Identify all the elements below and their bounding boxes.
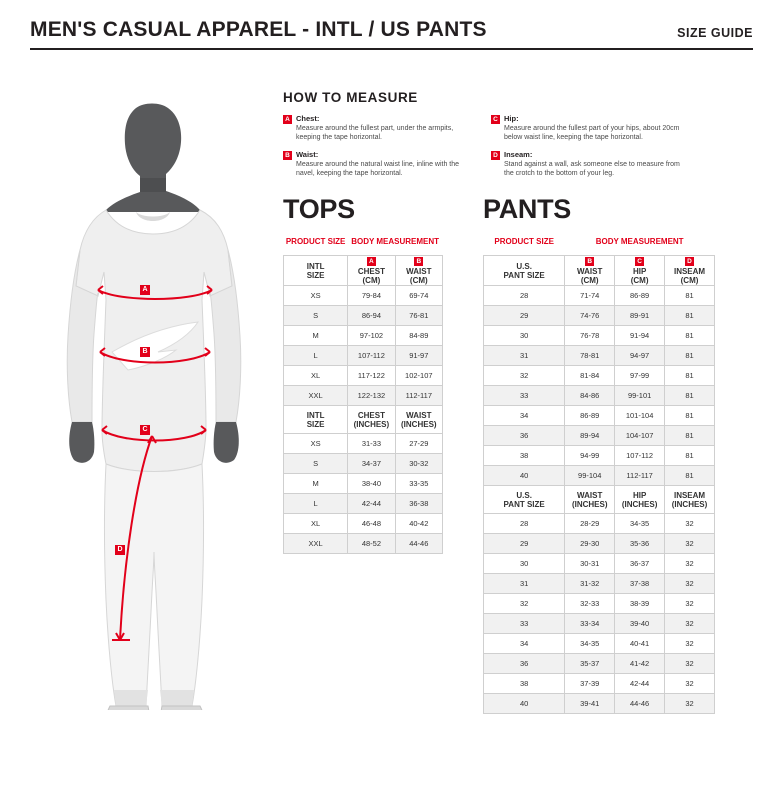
pants-in-cell: 34 [484,634,565,654]
pants-in-cell: 28-29 [565,514,615,534]
how-to-item-waist [283,150,473,179]
pants-in-cell: 34-35 [615,514,665,534]
tops-cm-cell: L [284,346,348,366]
table-row [284,326,443,346]
table-row [284,454,443,474]
table-row [484,446,715,466]
tops-in-cell: S [284,454,348,474]
pants-cm-cell: 38 [484,446,565,466]
pants-cm-cell: 86-89 [615,286,665,306]
page-title: MEN'S CASUAL APPAREL - INTL / US PANTS [30,18,487,41]
page-header [30,18,753,42]
table-row [284,474,443,494]
tops-cm-cell: 117-122 [348,366,395,386]
pants-in-cell: 32 [665,574,715,594]
tops-in-cell: 48-52 [348,534,395,554]
tops-cm-cell: 69-74 [395,286,442,306]
how-to-item-chest [283,114,473,143]
table-row [484,594,715,614]
pants-in-cell: 38 [484,674,565,694]
table-row [484,614,715,634]
pants-cm-cell: 112-117 [615,466,665,486]
badge-b-icon: B [283,151,292,160]
badge-c-icon: C [491,115,500,124]
tops-in-colhead-2: WAIST (INCHES) [395,406,442,434]
pants-cm-cell: 78-81 [565,346,615,366]
pants-cm-cell: 81-84 [565,366,615,386]
tops-title: TOPS [283,194,355,224]
pants-table [483,229,715,714]
pants-in-cell: 31-32 [565,574,615,594]
tops-table-block [283,196,443,554]
pants-in-cell: 32 [665,594,715,614]
tops-cm-cell: 107-112 [348,346,395,366]
header-divider [30,48,753,50]
pants-cm-cell: 91-94 [615,326,665,346]
how-to-item-label: Hip: [504,114,519,123]
pants-header-product-size: PRODUCT SIZE [494,237,554,247]
tops-header-body-measurement: BODY MEASUREMENT [351,237,440,247]
pants-in-cell: 38-39 [615,594,665,614]
pants-cm-cell: 81 [665,426,715,446]
pants-cm-cell: 94-97 [615,346,665,366]
table-row [484,654,715,674]
pants-cm-cell: 81 [665,326,715,346]
pants-cm-cell: 84-86 [565,386,615,406]
pants-title: PANTS [483,194,572,224]
tops-in-cell: 33-35 [395,474,442,494]
hdr-letter-c-icon: C [635,257,644,266]
tops-in-cell: 46-48 [348,514,395,534]
pants-in-cell: 32 [665,634,715,654]
pants-in-colhead-3: INSEAM (INCHES) [665,486,715,514]
pants-in-cell: 36-37 [615,554,665,574]
tops-cm-cell: 102-107 [395,366,442,386]
pants-cm-cell: 94-99 [565,446,615,466]
tops-in-cell: XS [284,434,348,454]
table-row [284,434,443,454]
table-row [484,554,715,574]
table-row [484,514,715,534]
tops-cm-cell: XL [284,366,348,386]
tops-cm-cell: M [284,326,348,346]
table-row [484,426,715,446]
how-to-measure-column-right [491,114,681,186]
how-to-measure-column-left [283,114,473,186]
pants-cm-cell: 31 [484,346,565,366]
pants-in-cell: 29-30 [565,534,615,554]
pants-cm-cell: 97-99 [615,366,665,386]
pants-in-cell: 36 [484,654,565,674]
pants-in-cell: 42-44 [615,674,665,694]
pants-in-cell: 35-37 [565,654,615,674]
pants-in-cell: 32 [665,514,715,534]
tops-cm-cell: 76-81 [395,306,442,326]
pants-table-block [483,196,715,714]
figure-label-c: C [140,425,150,435]
how-to-item-text: Measure around the fullest part of your hips, about 20cm below waist line, keeping the tape horizontal. [504,125,680,142]
table-row [284,514,443,534]
how-to-item-hip [491,114,681,143]
tops-in-cell: 38-40 [348,474,395,494]
pants-cm-cell: 33 [484,386,565,406]
pants-cm-cell: 81 [665,286,715,306]
figure-label-d: D [115,545,125,555]
how-to-item-text: Measure around the fullest part, under the armpits, keeping the tape horizontal. [296,125,454,142]
table-row [284,534,443,554]
tops-in-cell: 34-37 [348,454,395,474]
pants-cm-cell: 81 [665,406,715,426]
badge-d-icon: D [491,151,500,160]
tops-cm-cell: 91-97 [395,346,442,366]
pants-cm-cell: 99-101 [615,386,665,406]
pants-in-cell: 33-34 [565,614,615,634]
table-row [284,366,443,386]
pants-in-colhead-0: U.S. PANT SIZE [484,486,565,514]
tops-header-product-size: PRODUCT SIZE [285,237,346,247]
pants-in-cell: 31 [484,574,565,594]
pants-cm-cell: 34 [484,406,565,426]
tops-in-cell: 27-29 [395,434,442,454]
pants-in-cell: 32 [665,554,715,574]
pants-cm-colhead-2: C HIP (CM) [615,256,665,286]
table-row [484,574,715,594]
tops-cm-colhead-1: A CHEST (CM) [348,256,395,286]
pants-in-cell: 32 [665,654,715,674]
tops-in-cell: 31-33 [348,434,395,454]
figure-label-b: B [140,347,150,357]
pants-cm-cell: 89-91 [615,306,665,326]
table-row [484,534,715,554]
pants-cm-cell: 81 [665,446,715,466]
size-guide-tag: SIZE GUIDE [677,26,753,40]
pants-cm-cell: 107-112 [615,446,665,466]
pants-cm-cell: 81 [665,366,715,386]
pants-cm-cell: 28 [484,286,565,306]
pants-in-cell: 32-33 [565,594,615,614]
how-to-item-inseam [491,150,681,179]
pants-cm-cell: 32 [484,366,565,386]
pants-cm-cell: 81 [665,346,715,366]
how-to-measure-section [283,90,753,186]
how-to-item-text: Measure around the natural waist line, inline with the navel, keeping the tape horizontal. [296,160,460,178]
pants-cm-cell: 81 [665,466,715,486]
pants-in-cell: 40 [484,694,565,714]
pants-in-cell: 32 [665,614,715,634]
table-row [484,306,715,326]
tops-in-cell: 42-44 [348,494,395,514]
tops-in-cell: M [284,474,348,494]
tops-table [283,229,443,554]
tops-in-colhead-1: CHEST (INCHES) [348,406,395,434]
tops-in-cell: L [284,494,348,514]
how-to-item-label: Chest: [296,114,320,123]
table-row [484,694,715,714]
table-row [484,286,715,306]
pants-cm-cell: 101-104 [615,406,665,426]
pants-cm-cell: 36 [484,426,565,446]
pants-cm-cell: 86-89 [565,406,615,426]
pants-cm-cell: 81 [665,386,715,406]
how-to-item-text: Stand against a wall, ask someone else to measure from the crotch to the bottom of your leg. [504,160,680,178]
hdr-letter-d-icon: D [685,257,694,266]
tops-in-cell: XXL [284,534,348,554]
table-row [484,366,715,386]
pants-cm-cell: 30 [484,326,565,346]
table-row [284,346,443,366]
pants-in-cell: 30-31 [565,554,615,574]
table-row [284,286,443,306]
hdr-letter-a-icon: A [367,257,376,266]
pants-cm-colhead-3: D INSEAM (CM) [665,256,715,286]
how-to-measure-title: HOW TO MEASURE [283,90,418,105]
tops-in-colhead-0: INTL SIZE [284,406,348,434]
pants-cm-cell: 99-104 [565,466,615,486]
pants-in-cell: 32 [665,674,715,694]
pants-cm-cell: 74-76 [565,306,615,326]
tops-cm-cell: 97-102 [348,326,395,346]
pants-cm-cell: 29 [484,306,565,326]
pants-cm-cell: 104-107 [615,426,665,446]
pants-cm-cell: 76-78 [565,326,615,346]
pants-in-cell: 33 [484,614,565,634]
pants-cm-colhead-0: U.S. PANT SIZE [484,256,565,286]
mannequin-svg [40,100,270,710]
how-to-item-label: Waist: [296,149,319,159]
pants-in-cell: 29 [484,534,565,554]
table-row [484,466,715,486]
pants-cm-cell: 89-94 [565,426,615,446]
pants-in-cell: 28 [484,514,565,534]
pants-in-cell: 32 [665,694,715,714]
pants-in-cell: 39-40 [615,614,665,634]
tops-cm-cell: 84-89 [395,326,442,346]
pants-in-cell: 44-46 [615,694,665,714]
tops-cm-cell: S [284,306,348,326]
pants-header-body-measurement: BODY MEASUREMENT [595,237,684,247]
tops-in-cell: 36-38 [395,494,442,514]
how-to-item-label: Inseam: [504,149,533,159]
pants-in-cell: 32 [484,594,565,614]
pants-in-cell: 37-39 [565,674,615,694]
table-row [284,386,443,406]
table-row [484,674,715,694]
mannequin-illustration [40,100,270,710]
figure-label-a: A [140,285,150,295]
table-row [484,406,715,426]
table-row [484,634,715,654]
pants-in-cell: 35-36 [615,534,665,554]
badge-a-icon: A [283,115,292,124]
table-row [484,346,715,366]
hdr-letter-b-icon: B [585,257,594,266]
tops-in-cell: 40-42 [395,514,442,534]
tops-in-cell: 30-32 [395,454,442,474]
pants-cm-cell: 71-74 [565,286,615,306]
tops-cm-colhead-2: B WAIST (CM) [395,256,442,286]
pants-in-cell: 30 [484,554,565,574]
pants-in-cell: 41-42 [615,654,665,674]
hdr-letter-b-icon: B [414,257,423,266]
pants-in-cell: 39-41 [565,694,615,714]
tops-cm-cell: XS [284,286,348,306]
table-row [484,386,715,406]
pants-in-colhead-1: WAIST (INCHES) [565,486,615,514]
tops-cm-colhead-0: INTL SIZE [284,256,348,286]
tops-cm-cell: XXL [284,386,348,406]
table-row [284,494,443,514]
tops-in-cell: XL [284,514,348,534]
tops-cm-cell: 79-84 [348,286,395,306]
table-row [284,306,443,326]
tops-cm-cell: 86-94 [348,306,395,326]
pants-in-colhead-2: HIP (INCHES) [615,486,665,514]
tops-cm-cell: 112-117 [395,386,442,406]
tops-cm-cell: 122-132 [348,386,395,406]
pants-in-cell: 34-35 [565,634,615,654]
tops-in-cell: 44-46 [395,534,442,554]
pants-cm-cell: 81 [665,306,715,326]
table-row [484,326,715,346]
pants-in-cell: 40-41 [615,634,665,654]
pants-cm-colhead-1: B WAIST (CM) [565,256,615,286]
pants-cm-cell: 40 [484,466,565,486]
pants-in-cell: 32 [665,534,715,554]
pants-in-cell: 37-38 [615,574,665,594]
